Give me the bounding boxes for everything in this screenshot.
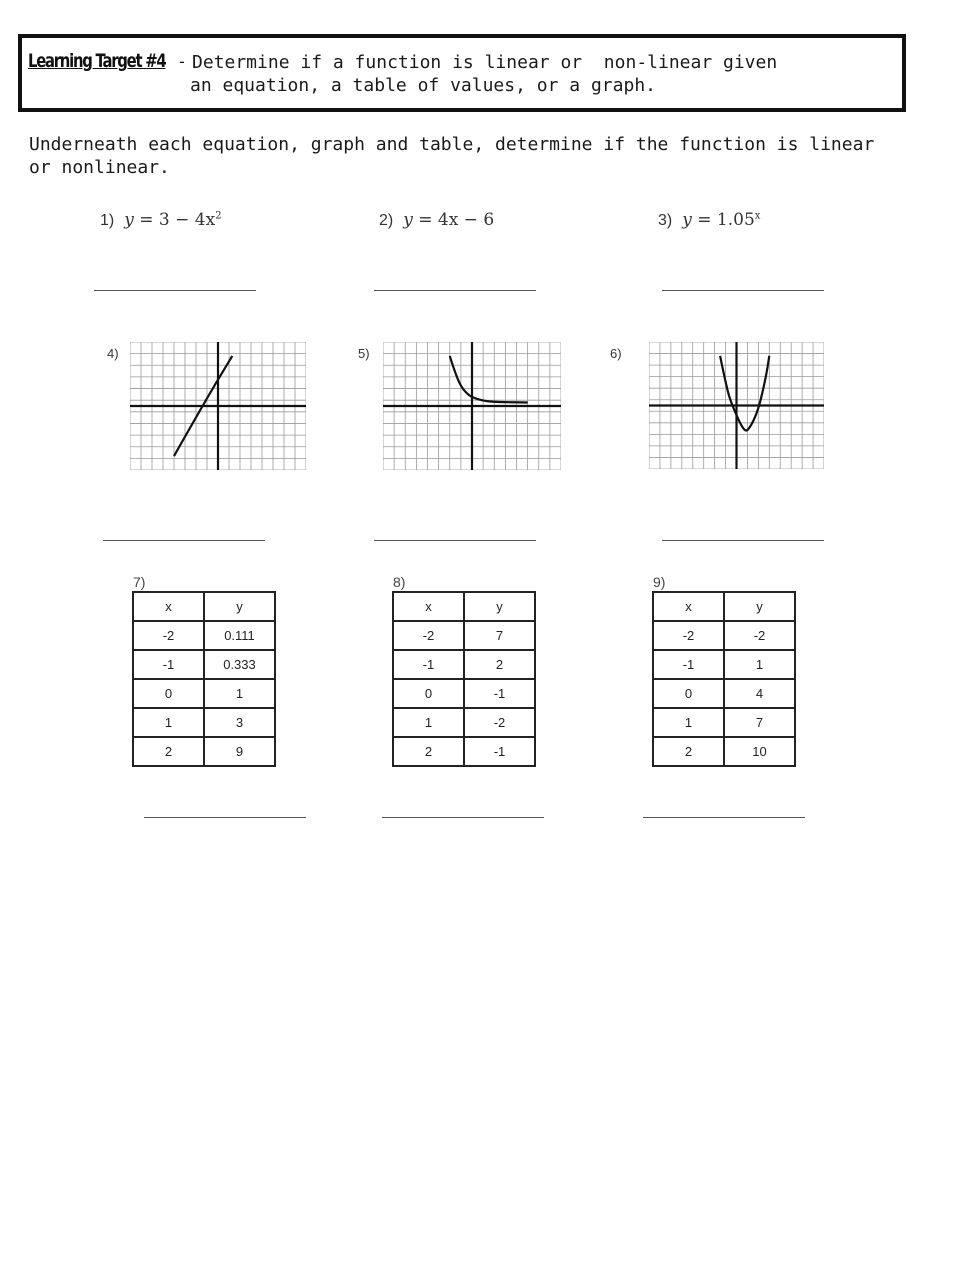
table-cell-y: 1	[204, 679, 275, 708]
table-cell-y: 2	[464, 650, 535, 679]
table-cell-y: 1	[724, 650, 795, 679]
table-cell-x: -1	[653, 650, 724, 679]
table-row	[653, 621, 795, 650]
table-cell-y: 7	[724, 708, 795, 737]
table-cell-x: 1	[653, 708, 724, 737]
table-row	[653, 708, 795, 737]
table-cell-x: 2	[653, 737, 724, 766]
table-row	[393, 650, 535, 679]
table-cell-x: 1	[393, 708, 464, 737]
table-row	[653, 737, 795, 766]
table-cell-y: -1	[464, 737, 535, 766]
learning-target-dash: -	[179, 52, 185, 71]
table-cell-x: 0	[133, 679, 204, 708]
table-cell-y: 9	[204, 737, 275, 766]
graph-axes	[130, 342, 306, 470]
table-number-9: 9)	[653, 574, 666, 590]
answer-blank-3[interactable]	[662, 290, 824, 291]
table-row	[393, 621, 535, 650]
answer-blank-2[interactable]	[374, 290, 536, 291]
learning-target-line-1: Determine if a function is linear or non-linear given	[192, 52, 778, 73]
table-8	[392, 591, 536, 767]
table-row	[133, 679, 275, 708]
table-header-row	[653, 592, 795, 621]
table-row	[393, 679, 535, 708]
answer-blank-4[interactable]	[103, 540, 265, 541]
answer-blank-1[interactable]	[94, 290, 256, 291]
answer-blank-5[interactable]	[374, 540, 536, 541]
equation-3: 3) $y = 1.05^x$	[658, 210, 761, 230]
graph-5	[383, 342, 561, 470]
answer-blank-6[interactable]	[662, 540, 824, 541]
table-cell-y: 7	[464, 621, 535, 650]
table-header-x: x	[393, 592, 464, 621]
graph-number-5: 5)	[358, 346, 370, 361]
equation-lhs: y	[124, 210, 134, 230]
table-cell-y: 3	[204, 708, 275, 737]
table-header-x: x	[653, 592, 724, 621]
equation-1: 1) $y = 3 - 4x^2$	[100, 210, 222, 230]
graph-axes	[649, 342, 824, 469]
equation-lhs: y	[403, 210, 413, 230]
table-header-x: x	[133, 592, 204, 621]
table-cell-y: 10	[724, 737, 795, 766]
graph-number-6: 6)	[610, 346, 622, 361]
table-cell-x: 2	[133, 737, 204, 766]
table-cell-x: 2	[393, 737, 464, 766]
table-row	[653, 679, 795, 708]
graph-axes	[383, 342, 561, 470]
table-row	[133, 621, 275, 650]
graph-number-4: 4)	[107, 346, 119, 361]
equation-rhs: 1.05	[716, 210, 755, 230]
table-cell-x: -2	[393, 621, 464, 650]
table-7	[132, 591, 276, 767]
table-number-7: 7)	[133, 574, 146, 590]
answer-blank-8[interactable]	[382, 817, 544, 818]
equation-rhs: 3 − 4x	[158, 210, 216, 230]
equation-lhs: y	[682, 210, 692, 230]
instructions-line-2: or nonlinear.	[29, 157, 170, 178]
answer-blank-7[interactable]	[144, 817, 306, 818]
table-cell-y: 0.333	[204, 650, 275, 679]
table-header-y: y	[464, 592, 535, 621]
graph-6-curve	[720, 356, 769, 431]
learning-target-line-2: an equation, a table of values, or a graph.	[190, 75, 656, 96]
table-cell-x: -2	[653, 621, 724, 650]
table-row	[133, 650, 275, 679]
table-cell-x: -1	[133, 650, 204, 679]
table-cell-x: 0	[653, 679, 724, 708]
table-cell-x: -2	[133, 621, 204, 650]
table-cell-y: -1	[464, 679, 535, 708]
table-cell-y: -2	[464, 708, 535, 737]
table-row	[133, 708, 275, 737]
table-cell-y: 4	[724, 679, 795, 708]
learning-target-box	[18, 34, 906, 112]
equation-2: 2) y = 4x − 6	[379, 210, 495, 230]
table-header-y: y	[204, 592, 275, 621]
table-row	[393, 708, 535, 737]
equation-exponent: x	[754, 210, 761, 222]
table-cell-x: 1	[133, 708, 204, 737]
equation-rhs: 4x − 6	[437, 210, 495, 230]
graph-4	[130, 342, 306, 470]
graph-6	[649, 342, 824, 469]
table-cell-x: 0	[393, 679, 464, 708]
table-number-8: 8)	[393, 574, 406, 590]
equation-exponent: 2	[215, 210, 222, 222]
table-9	[652, 591, 796, 767]
table-row	[653, 650, 795, 679]
instructions-line-1: Underneath each equation, graph and table, determine if the function is linear	[29, 134, 875, 155]
table-row	[393, 737, 535, 766]
answer-blank-9[interactable]	[643, 817, 805, 818]
table-cell-y: 0.111	[204, 621, 275, 650]
table-cell-x: -1	[393, 650, 464, 679]
graph-5-curve	[450, 356, 528, 403]
equation-number: 2)	[379, 212, 394, 229]
equation-number: 3)	[658, 212, 673, 229]
table-header-y: y	[724, 592, 795, 621]
table-row	[133, 737, 275, 766]
table-header-row	[393, 592, 535, 621]
table-cell-y: -2	[724, 621, 795, 650]
table-header-row	[133, 592, 275, 621]
learning-target-label: Learning Target #4	[28, 50, 166, 72]
equation-number: 1)	[100, 212, 115, 229]
